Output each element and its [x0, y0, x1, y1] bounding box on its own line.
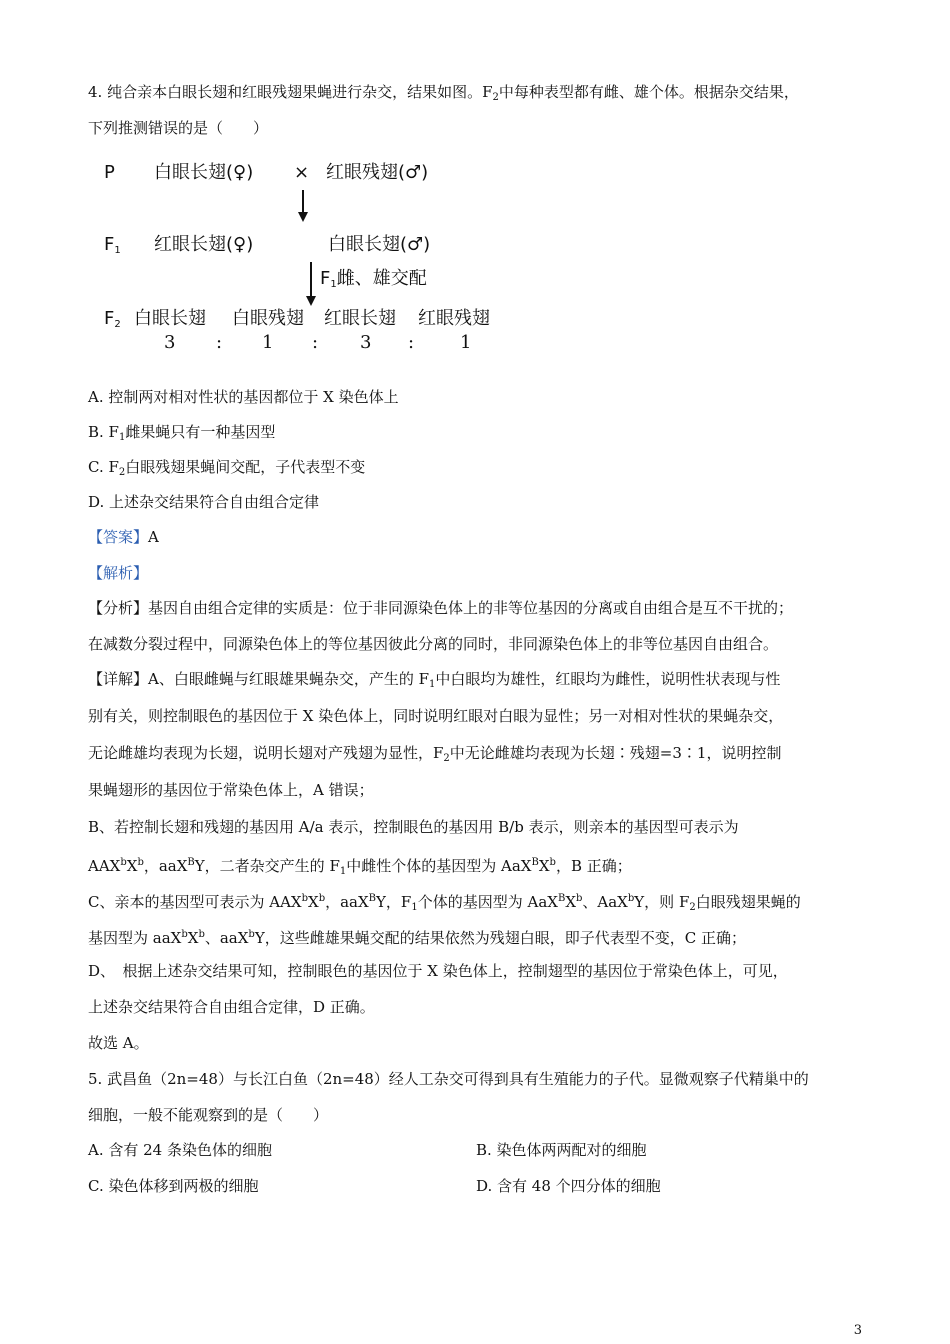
f2-ratio-value: 1 [460, 332, 472, 353]
q5-stem-line2: 细胞，一般不能观察到的是（ ） [88, 1106, 329, 1124]
arrow-f1-f2 [310, 262, 312, 298]
q4-option-c: C. $F_2$白眼残翅果蝇间交配，子代表型不变 [88, 458, 366, 478]
xiangjie-line3: 无论雌雄均表现为长翅，说明长翅对产残翅为显性，$F_2$中无论雌雄均表现为长翅∶残翅=3∶1，说明控制 [88, 744, 782, 764]
cross-sign: × [294, 162, 310, 183]
q4-answer: 【答案】A [88, 528, 159, 546]
arrow-head-f1-f2 [306, 296, 316, 306]
q5-option-d: D. 含有 48 个四分体的细胞 [476, 1177, 661, 1195]
xiangjie-line1: 【详解】A、白眼雌蝇与红眼雄果蝇杂交，产生的 $F_1$中白眼均为雄性，红眼均为雌性，说明性状表现与性 [88, 670, 781, 690]
f2-ratio-value: 1 [262, 332, 274, 353]
p-female: 白眼长翅(♀) [154, 162, 254, 183]
xiangjie-line6: $AAX^bX^b$，aaX$^B$Y，二者杂交产生的 $F_1$中雌性个体的基因型为 $AaX^BX^b$，B 正确； [88, 857, 632, 877]
q4-analysis-tag: 【解析】 [88, 564, 149, 582]
q4-conclusion: 故选 A。 [88, 1034, 149, 1052]
f2-phenotype: 红眼长翅 [324, 308, 396, 329]
fenxi-line2: 在减数分裂过程中，同源染色体上的等位基因彼此分离的同时，非同源染色体上的非等位基因自由组合。 [88, 635, 779, 653]
q5-option-a: A. 含有 24 条染色体的细胞 [88, 1141, 272, 1159]
f2-ratio-value: 3 [164, 332, 176, 353]
xiangjie-line4: 果蝇翅形的基因位于常染色体上，A 错误； [88, 781, 374, 799]
q5-option-b: B. 染色体两两配对的细胞 [476, 1141, 647, 1159]
arrow-head-p-f1 [298, 212, 308, 222]
p-label: P [104, 162, 115, 183]
f1-female: 红眼长翅(♀) [154, 234, 254, 255]
q4-option-b: B. $F_1$雌果蝇只有一种基因型 [88, 423, 276, 443]
arrow-p-f1 [302, 190, 304, 214]
f2-phenotype: 白眼长翅 [134, 308, 206, 329]
q4-stem-line1: 4. 纯合亲本白眼长翅和红眼残翅果蝇进行杂交，结果如图。$F_2$中每种表型都有雌、雄个体。根据杂交结果， [88, 83, 799, 103]
ratio-separator: : [312, 332, 319, 353]
fenxi-line1: 【分析】基因自由组合定律的实质是：位于非同源染色体上的非等位基因的分离或自由组合是互不干扰的； [88, 599, 794, 617]
page-number: 3 [853, 1323, 862, 1338]
q4-option-d: D. 上述杂交结果符合自由组合定律 [88, 493, 320, 511]
xiangjie-line2: 别有关，则控制眼色的基因位于 X 染色体上，同时说明红眼对白眼为显性；另一对相对性状的果蝇杂交， [88, 707, 784, 725]
f2-ratio-value: 3 [360, 332, 372, 353]
f1-mating-note: $F_1$雌、雄交配 [320, 268, 427, 290]
f1-male: 白眼长翅(♂) [328, 234, 431, 255]
q5-stem-line1: 5. 武昌鱼（2n=48）与长江白鱼（2n=48）经人工杂交可得到具有生殖能力的子代。显微观察子代精巢中的 [88, 1070, 809, 1088]
xiangjie-line7: C、亲本的基因型可表示为 $AAX^bX^b$，aaX$^B$Y，$F_1$个体的基因型为 $AaX^BX^b$、AaX$^b$Y，则 $F_2$白眼残翅果蝇的 [88, 893, 801, 913]
f2-phenotype: 红眼残翅 [418, 308, 490, 329]
xiangjie-line5: B、若控制长翅和残翅的基因用 A/a 表示，控制眼色的基因用 B/b 表示，则亲本的基因型可表示为 [88, 818, 739, 836]
q4-option-a: A. 控制两对相对性状的基因都位于 X 染色体上 [88, 388, 399, 406]
p-male: 红眼残翅(♂) [326, 162, 429, 183]
ratio-separator: : [408, 332, 415, 353]
xiangjie-line8: 基因型为 $aaX^bX^b$、aaX$^b$Y，这些雌雄果蝇交配的结果依然为残翅白眼，即子代表型不变，C 正确； [88, 929, 746, 947]
f2-label: $F_2$ [104, 308, 121, 330]
xiangjie-line9: D、 根据上述杂交结果可知，控制眼色的基因位于 X 染色体上，控制翅型的基因位于常染色体上，可见， [88, 962, 788, 980]
f2-phenotype: 白眼残翅 [232, 308, 304, 329]
ratio-separator: : [216, 332, 223, 353]
q5-option-c: C. 染色体移到两极的细胞 [88, 1177, 259, 1195]
f1-label: $F_1$ [104, 234, 121, 256]
xiangjie-line10: 上述杂交结果符合自由组合定律，D 正确。 [88, 998, 375, 1016]
q4-stem-line2: 下列推测错误的是（ ） [88, 119, 269, 137]
